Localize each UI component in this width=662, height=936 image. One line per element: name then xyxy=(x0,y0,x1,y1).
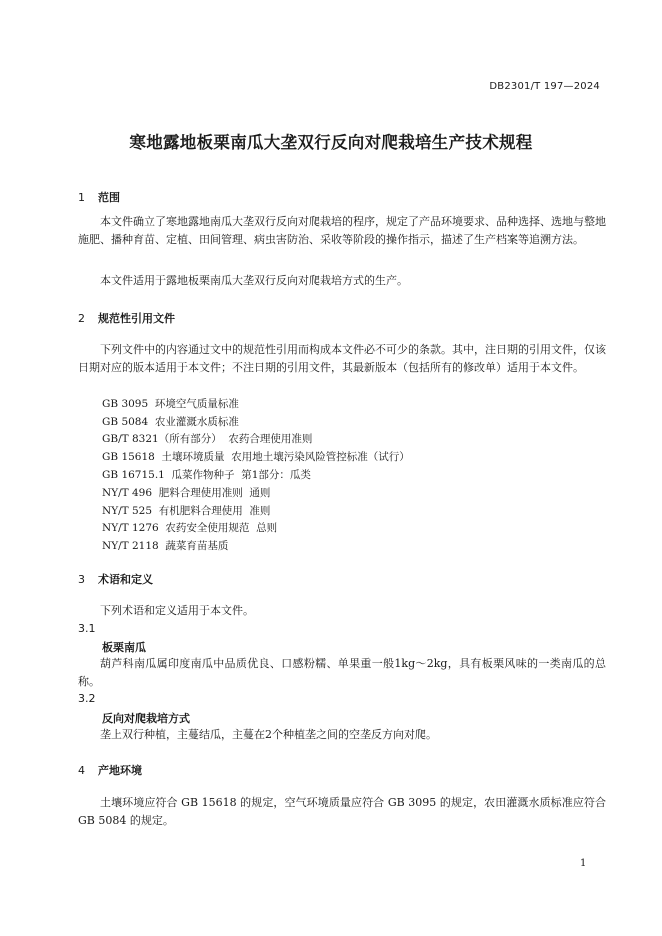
reference-item: GB 5084 农业灌溉水质标准 xyxy=(102,416,239,428)
section-number: 4 xyxy=(78,764,85,777)
reference-item: GB 15618 土壤环境质量 农用地土壤污染风险管控标准（试行） xyxy=(102,451,410,463)
paragraph: 下列术语和定义适用于本文件。 xyxy=(100,604,254,617)
term-name: 板栗南瓜 xyxy=(102,641,146,654)
paragraph: 下列文件中的内容通过文中的规范性引用而构成本文件必不可少的条款。其中，注日期的引用文件，仅该日期对应的版本适用于本文件；不注日期的引用文件，其最新版本（包括所有的修改单）适用于本文件。 xyxy=(78,343,606,375)
term-number: 3.1 xyxy=(78,622,96,635)
term-name: 反向对爬栽培方式 xyxy=(102,712,190,725)
term-number: 3.2 xyxy=(78,692,96,705)
section-heading-scope xyxy=(78,189,120,205)
reference-item: GB 3095 环境空气质量标准 xyxy=(102,398,239,410)
page-number: 1 xyxy=(580,858,587,869)
paragraph: 本文件确立了寒地露地南瓜大垄双行反向对爬栽培的程序，规定了产品环境要求、品种选择、选地与整地施肥、播种育苗、定植、田间管理、病虫害防治、采收等阶段的操作指示，描述了生产档案等追溯方法。 xyxy=(78,215,606,247)
section-title: 规范性引用文件 xyxy=(98,312,175,325)
term-definition: 葫芦科南瓜属印度南瓜中品质优良、口感粉糯、单果重一般1kg～2kg，具有板栗风味的一类南瓜的总称。 xyxy=(78,657,606,689)
section-number: 1 xyxy=(78,191,85,204)
document-title: 寒地露地板栗南瓜大垄双行反向对爬栽培生产技术规程 xyxy=(129,133,533,152)
standard-number: DB2301/T 197—2024 xyxy=(489,81,600,92)
section-title: 术语和定义 xyxy=(98,573,153,586)
reference-item: GB 16715.1 瓜菜作物种子 第1部分：瓜类 xyxy=(102,469,311,481)
section-heading-normative-references xyxy=(78,310,175,326)
term-definition: 垄上双行种植，主蔓结瓜，主蔓在2个种植垄之间的空垄反方向对爬。 xyxy=(100,728,437,741)
section-number: 3 xyxy=(78,573,85,586)
section-title: 范围 xyxy=(98,191,120,204)
section-heading-terms xyxy=(78,571,153,587)
section-number: 2 xyxy=(78,312,85,325)
reference-item: NY/T 525 有机肥料合理使用 准则 xyxy=(102,505,271,517)
reference-item: NY/T 2118 蔬菜育苗基质 xyxy=(102,540,229,552)
reference-item: NY/T 1276 农药安全使用规范 总则 xyxy=(102,522,278,534)
section-title: 产地环境 xyxy=(98,764,142,777)
paragraph: 土壤环境应符合 GB 15618 的规定，空气环境质量应符合 GB 3095 的规定，农田灌溉水质标准应符合 GB 5084 的规定。 xyxy=(78,796,606,828)
reference-item: GB/T 8321（所有部分） 农药合理使用准则 xyxy=(102,433,313,445)
reference-item: NY/T 496 肥料合理使用准则 通则 xyxy=(102,487,271,499)
paragraph: 本文件适用于露地板栗南瓜大垄双行反向对爬栽培方式的生产。 xyxy=(100,274,408,287)
section-heading-environment xyxy=(78,762,142,778)
